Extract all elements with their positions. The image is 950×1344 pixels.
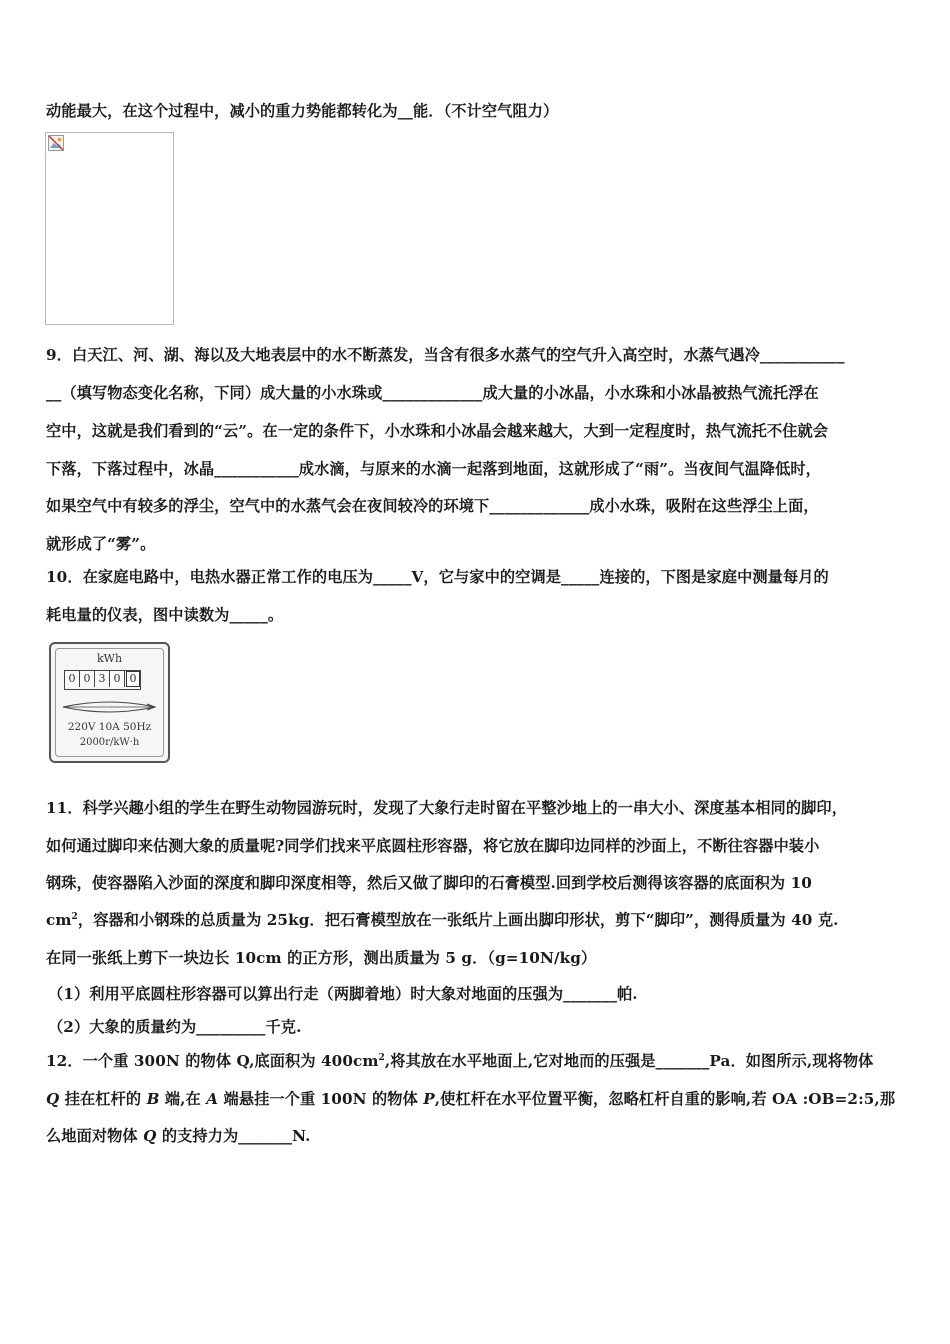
question-9-line-5: 如果空气中有较多的浮尘，空气中的水蒸气会在夜间较冷的环境下_____________成小水珠，吸附在这些浮尘上面， [46, 497, 819, 515]
question-12-line-1-b: ,将其放在水平地面上,它对地而的压强是_______Pa．如图所示,现将物体 [384, 1052, 874, 1070]
question-12-line-1 [46, 1051, 873, 1071]
question-11-line-2: 如何通过脚印来估测大象的质量呢?同学们找来平底圆柱形容器，将它放在脚印边同样的沙面上，不断往容器中装小 [46, 837, 820, 855]
question-11-sub-1: （1）利用平底圆柱形容器可以算出行走（两脚着地）时大象对地面的压强为_______帕. [48, 985, 638, 1003]
text-segment: 挂在杠杆的 [59, 1090, 147, 1108]
text-segment: 端,在 [159, 1090, 207, 1108]
text-segment: 么地面对物体 [46, 1127, 144, 1145]
meter-digit-decimal: 0 [126, 671, 140, 687]
meter-digit: 0 [110, 671, 125, 687]
meter-digit: 3 [95, 671, 110, 687]
meter-constant-label: 2000r/kW·h [79, 737, 140, 748]
question-11-line-3: 钢珠，使容器陷入沙面的深度和脚印深度相等，然后又做了脚印的石膏模型.回到学校后测得该容器的底面积为 10 [46, 874, 812, 892]
text-segment: 的支持力为_______N. [156, 1127, 311, 1145]
meter-rating-label: 220V 10A 50Hz [67, 721, 152, 733]
question-10-line-2: 耗电量的仪表，图中读数为_____。 [46, 606, 284, 624]
question-11-line-4-text: ，容器和小钢珠的总质量为 25kg．把石膏模型放在一张纸片上画出脚印形状，剪下“脚印”，测得质量为 40 克. [77, 911, 839, 929]
question-10-line-1: 10．在家庭电路中，电热水器正常工作的电压为_____V，它与家中的空调是_____连接的，下图是家庭中测量每月的 [46, 568, 829, 586]
question-11-line-5: 在同一张纸上剪下一块边长 10cm 的正方形，测出质量为 5 g．（g=10N/kg） [46, 949, 597, 967]
meter-rotating-disc-icon [61, 700, 158, 714]
unit-cm: cm [46, 911, 72, 929]
meter-digit: 0 [65, 671, 80, 687]
superscript-2: 2 [378, 1053, 385, 1063]
question-12-line-1-a: 12．一个重 300N 的物体 Q,底面积为 400cm [46, 1052, 379, 1070]
question-9-line-2: __（填写物态变化名称，下同）成大量的小水珠或_____________成大量的小冰晶，小水珠和小冰晶被热气流托浮在 [46, 384, 819, 402]
question-11-line-4 [46, 910, 839, 930]
var-q: Q [143, 1127, 157, 1145]
var-p: P [423, 1090, 435, 1108]
broken-image-placeholder [45, 132, 174, 325]
superscript-2: 2 [71, 912, 78, 922]
question-12-line-3 [46, 1126, 311, 1146]
meter-digit: 0 [80, 671, 95, 687]
question-9-line-3: 空中，这就是我们看到的“云”。在一定的条件下，小水珠和小冰晶会越来越大，大到一定程度时，热气流托不住就会 [46, 422, 829, 440]
electricity-meter-figure [49, 642, 170, 763]
var-q: Q [46, 1090, 60, 1108]
question-9-line-6: 就形成了“雾”。 [46, 535, 156, 553]
var-b: B [146, 1090, 160, 1108]
var-a: A [206, 1090, 219, 1108]
meter-digit-window [64, 670, 141, 690]
question-12-line-2 [46, 1089, 895, 1109]
meter-unit-label: kWh [96, 652, 123, 665]
text-segment: 端悬挂一个重 100N 的物体 [218, 1090, 424, 1108]
question-11-sub-2: （2）大象的质量约为_________千克. [48, 1018, 302, 1036]
question-11-line-1: 11．科学兴趣小组的学生在野生动物园游玩时，发现了大象行走时留在平整沙地上的一串大小、深度基本相同的脚印， [46, 799, 847, 817]
intro-line: 动能最大，在这个过程中，减小的重力势能都转化为__能．（不计空气阻力） [46, 102, 559, 120]
question-9-line-1: 9．白天江、河、湖、海以及大地表层中的水不断蒸发，当含有很多水蒸气的空气升入高空时，水蒸气遇冷___________ [46, 346, 845, 364]
text-segment: ,使杠杆在水平位置平衡，忽略杠杆自重的影响,若 OA :OB=2:5,那 [434, 1090, 896, 1108]
question-9-line-4: 下落，下落过程中，冰晶___________成水滴，与原来的水滴一起落到地面，这就形成了“雨”。当夜间气温降低时， [46, 460, 821, 478]
broken-image-icon [48, 135, 64, 151]
